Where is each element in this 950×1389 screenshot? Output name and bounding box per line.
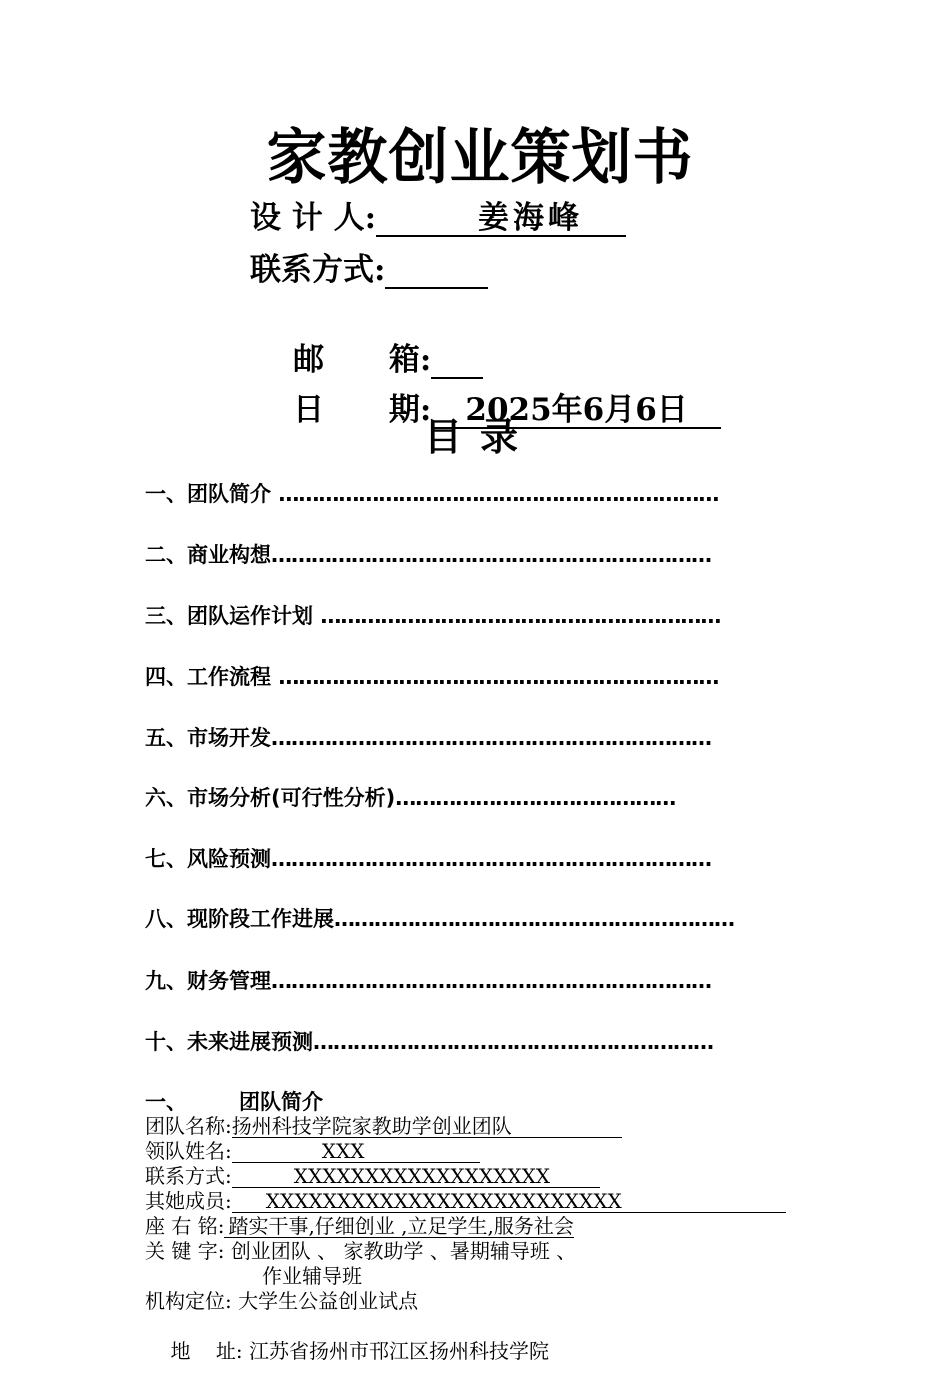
toc-item-leader: …………………………………………………………: [271, 847, 711, 871]
toc-item-label: 十、未来进展预测: [145, 1030, 313, 1054]
keywords-value: 创业团队 、 家教助学 、暑期辅导班 、: [230, 1239, 577, 1263]
toc-item-leader: …………………………………………………………: [271, 543, 711, 567]
date-value: 2025年6月6日: [431, 393, 721, 429]
email-label: 邮 箱:: [293, 342, 432, 378]
leader-label: 领队姓名:: [145, 1139, 232, 1163]
toc-item-label: 六、市场分析(可行性分析): [145, 786, 396, 810]
address-row: [145, 1314, 549, 1389]
toc-item[interactable]: [145, 1028, 713, 1056]
toc-item-label: 五、市场开发: [145, 726, 271, 750]
designer-row: [250, 198, 626, 238]
toc-item-label: 一、团队简介: [145, 482, 271, 506]
toc-item-label: 七、风险预测: [145, 847, 271, 871]
contact-info-row: [145, 1164, 600, 1189]
address-label: 地 址:: [170, 1339, 243, 1363]
contact-row: [250, 250, 488, 290]
toc-item-label: 三、团队运作计划: [145, 604, 313, 628]
toc-item-leader: ……………………………………: [395, 786, 676, 810]
toc-item-leader: …………………………………………………………: [271, 969, 711, 993]
toc-item-leader: ……………………………………………………: [334, 907, 734, 931]
toc-item[interactable]: [145, 724, 711, 752]
toc-item[interactable]: [145, 905, 734, 933]
designer-label: 设 计 人:: [250, 200, 377, 236]
contact-value: [385, 253, 488, 289]
toc-item[interactable]: [145, 967, 711, 995]
team-name-row: [145, 1114, 622, 1139]
toc-item-label: 二、商业构想: [145, 543, 271, 567]
team-name-label: 团队名称:: [145, 1114, 232, 1138]
keywords-label: 关 键 字:: [145, 1239, 225, 1263]
position-label: 机构定位:: [145, 1289, 232, 1313]
toc-item-leader: …………………………………………………………: [278, 665, 719, 689]
section-number: 一、: [145, 1090, 187, 1114]
members-value: XXXXXXXXXXXXXXXXXXXXXXXXX: [232, 1191, 786, 1213]
toc-item-leader: ……………………………………………………: [313, 1030, 713, 1054]
motto-value: 踏实干事,仔细创业 ,立足学生,服务社会: [224, 1216, 573, 1238]
toc-item-leader: …………………………………………………………: [278, 482, 719, 506]
section-title: 团队简介: [239, 1090, 323, 1114]
members-label: 其她成员:: [145, 1189, 232, 1213]
leader-value: XXX: [232, 1141, 480, 1163]
team-name-value: 扬州科技学院家教助学创业团队: [232, 1116, 622, 1138]
toc-item-label: 四、工作流程: [145, 665, 271, 689]
toc-item[interactable]: [145, 541, 711, 569]
position-value: 大学生公益创业试点: [238, 1289, 419, 1313]
document-title: 家教创业策划书: [266, 123, 694, 193]
toc-item-leader: ……………………………………………………: [320, 604, 721, 628]
toc-item[interactable]: [145, 480, 718, 508]
position-row: [145, 1289, 418, 1314]
toc-item[interactable]: [145, 845, 711, 873]
toc-title: 目录: [423, 414, 536, 459]
contact-label: 联系方式:: [250, 252, 386, 288]
contact-info-label: 联系方式:: [145, 1164, 232, 1188]
keywords-row: [145, 1239, 576, 1264]
toc-item-leader: …………………………………………………………: [271, 726, 711, 750]
section-heading: [145, 1088, 323, 1116]
motto-label: 座 右 铭:: [145, 1214, 225, 1238]
toc-item-label: 八、现阶段工作进展: [145, 907, 334, 931]
members-row: [145, 1189, 786, 1214]
contact-info-value: XXXXXXXXXXXXXXXXXX: [232, 1166, 600, 1188]
designer-value: 姜海峰: [376, 201, 626, 237]
keywords-continued: 作业辅导班: [262, 1264, 362, 1288]
leader-row: [145, 1139, 480, 1164]
motto-row: [145, 1214, 574, 1239]
toc-item[interactable]: [145, 663, 718, 691]
toc-item[interactable]: [145, 784, 675, 812]
toc-item-label: 九、财务管理: [145, 969, 271, 993]
date-label: 日 期:: [293, 392, 432, 428]
address-value: 江苏省扬州市邗江区扬州科技学院: [248, 1339, 549, 1363]
toc-item[interactable]: [145, 602, 720, 630]
